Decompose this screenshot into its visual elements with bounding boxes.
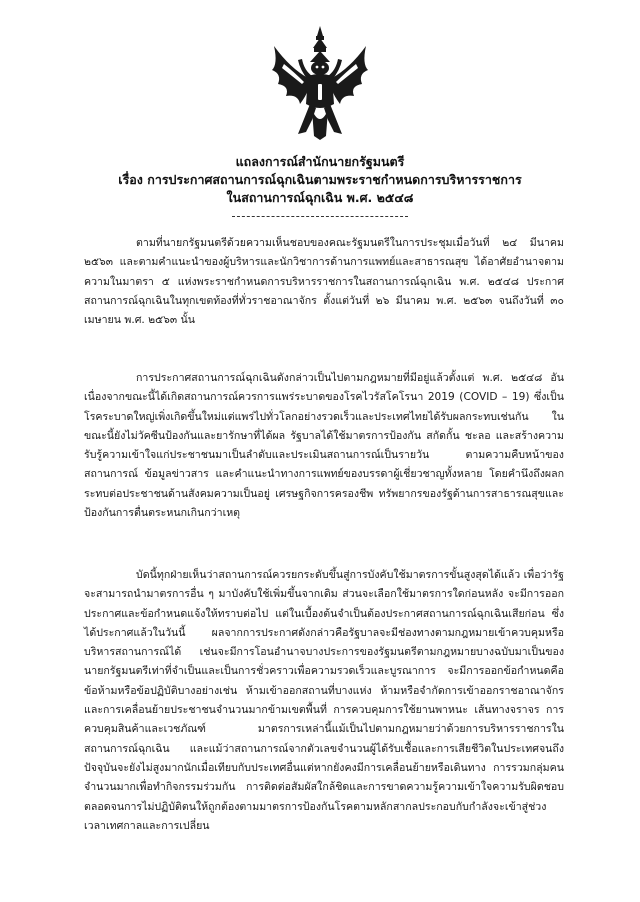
heading-divider [232, 216, 408, 217]
garuda-emblem-icon [268, 24, 372, 142]
paragraph-1: ตามที่นายกรัฐมนตรีด้วยความเห็นชอบของคณะรัฐมนตรีในการประชุมเมื่อวันที่ ๒๔ มีนาคม ๒๕๖๓ และตามคำแนะนำของผู้บริหารและนักวิชาการด้านการแพทย์และสาธารณสุข ได้อาศัยอำนาจตามความในมาตรา ๕ แห่งพระราชกำหนดการบริหารราชการในสถานการณ์ฉุกเฉิน พ.ศ. ๒๕๔๘ ประกาศสถานการณ์ฉุกเฉินในทุกเขตท้องที่ทั่วราชอาณาจักร ตั้งแต่วันที่ ๒๖ มีนาคม พ.ศ. ๒๕๖๓ จนถึงวันที่ ๓๐ เมษายน พ.ศ. ๒๕๖๓ นั้น [84, 237, 564, 327]
announcement-title: แถลงการณ์สำนักนายกรัฐมนตรี [235, 154, 405, 169]
announcement-subject-line-1: เรื่อง การประกาศสถานการณ์ฉุกเฉินตามพระราชกำหนดการบริหารราชการ [118, 172, 522, 187]
announcement-subject-line-2: ในสถานการณ์ฉุกเฉิน พ.ศ. ๒๕๔๘ [226, 190, 414, 205]
paragraph-3: บัดนี้ทุกฝ่ายเห็นว่าสถานการณ์ควรยกระดับขึ้นสู่การบังคับใช้มาตรการขั้นสูงสุดได้แล้ว เพื่อว่ารัฐจะสามารถนำมาตรการอื่น ๆ มาบังคับใช้เพิ่มขึ้นจากเดิม ส่วนจะเลือกใช้มาตรการใดก่อนหลัง จะมีการออกประกาศและข้อกำหนดแจ้งให้ทราบต่อไป แต่ในเบื้องต้นจำเป็นต้องประกาศสถานการณ์ฉุกเฉินเสียก่อน ซึ่งได้ประกาศแล้วในวันนี้ ผลจากการประกาศดังกล่าวคือรัฐบาลจะมีช่องทางตามกฎหมายเข้าควบคุมหรือบริหารสถานการณ์ได้ เช่นจะมีการโอนอำนาจบางประการของรัฐมนตรีตามกฎหมายบางฉบับมาเป็นของนายกรัฐมนตรีเท่าที่จำเป็นและเป็นการชั่วคราวเพื่อความรวดเร็วและบูรณาการ จะมีการออกข้อกำหนดคือข้อห้ามหรือข้อปฏิบัติบางอย่างเช่น ห้ามเข้าออกสถานที่บางแห่ง ห้ามหรือจำกัดการเข้าออกราชอาณาจักรและการเคลื่อนย้ายประชาชนจำนวนมากข้ามเขตพื้นที่ การควบคุมการใช้ยานพาหนะ เส้นทางจราจร การควบคุมสินค้าและเวชภัณฑ์ มาตรการเหล่านี้แม้เป็นไปตามกฎหมายว่าด้วยการบริหารราชการในสถานการณ์ฉุกเฉิน และแม้ว่าสถานการณ์จากตัวเลขจำนวนผู้ได้รับเชื้อและการเสียชีวิตในประเทศจนถึงปัจจุบันจะยังไม่สูงมากนักเมื่อเทียบกับประเทศอื่นแต่หากยังคงมีการเคลื่อนย้ายหรือเดินทาง การรวมกลุ่มคนจำนวนมากเพื่อทำกิจกรรมร่วมกัน การติดต่อสัมผัสใกล้ชิดและการขาดความรู้ความเข้าใจความรับผิดชอบ ตลอดจนการไม่ปฏิบัติตนให้ถูกต้องตามมาตรการป้องกันโรคตามหลักสากลประกอบกับกำลังจะเข้าสู่ช่วงเวลาเทศกาลและการเปลี่ยน [84, 569, 564, 832]
paragraph-2: การประกาศสถานการณ์ฉุกเฉินดังกล่าวเป็นไปตามกฎหมายที่มีอยู่แล้วตั้งแต่ พ.ศ. ๒๕๔๘ อันเนื่องจากขณะนี้ได้เกิดสถานการณ์ควรการแพร่ระบาดของโรคไวรัสโคโรนา 2019 (COVID – 19) ซึ่งเป็นโรคระบาดใหญ่เพิ่งเกิดขึ้นใหม่แต่แพร่ไปทั่วโลกอย่างรวดเร็วและประเทศไทยได้รับผลกระทบเช่นกัน ในขณะนี้ยังไม่วัคซีนป้องกันและยารักษาที่ได้ผล รัฐบาลได้ใช้มาตรการป้องกัน สกัดกั้น ชะลอ และสร้างความรับรู้ความเข้าใจแก่ประชาชนมาเป็นลำดับและประเมินสถานการณ์เป็นรายวัน ตามความคืบหน้าของสถานการณ์ ข้อมูลข่าวสาร และคำแนะนำทางการแพทย์ของบรรดาผู้เชี่ยวชาญทั้งหลาย โดยคำนึงถึงผลกระทบต่อประชาชนด้านสังคมความเป็นอยู่ เศรษฐกิจการครองชีพ ทรัพยากรของรัฐด้านการสาธารณสุขและป้องกันการตื่นตระหนกเกินกว่าเหตุ [84, 372, 564, 520]
